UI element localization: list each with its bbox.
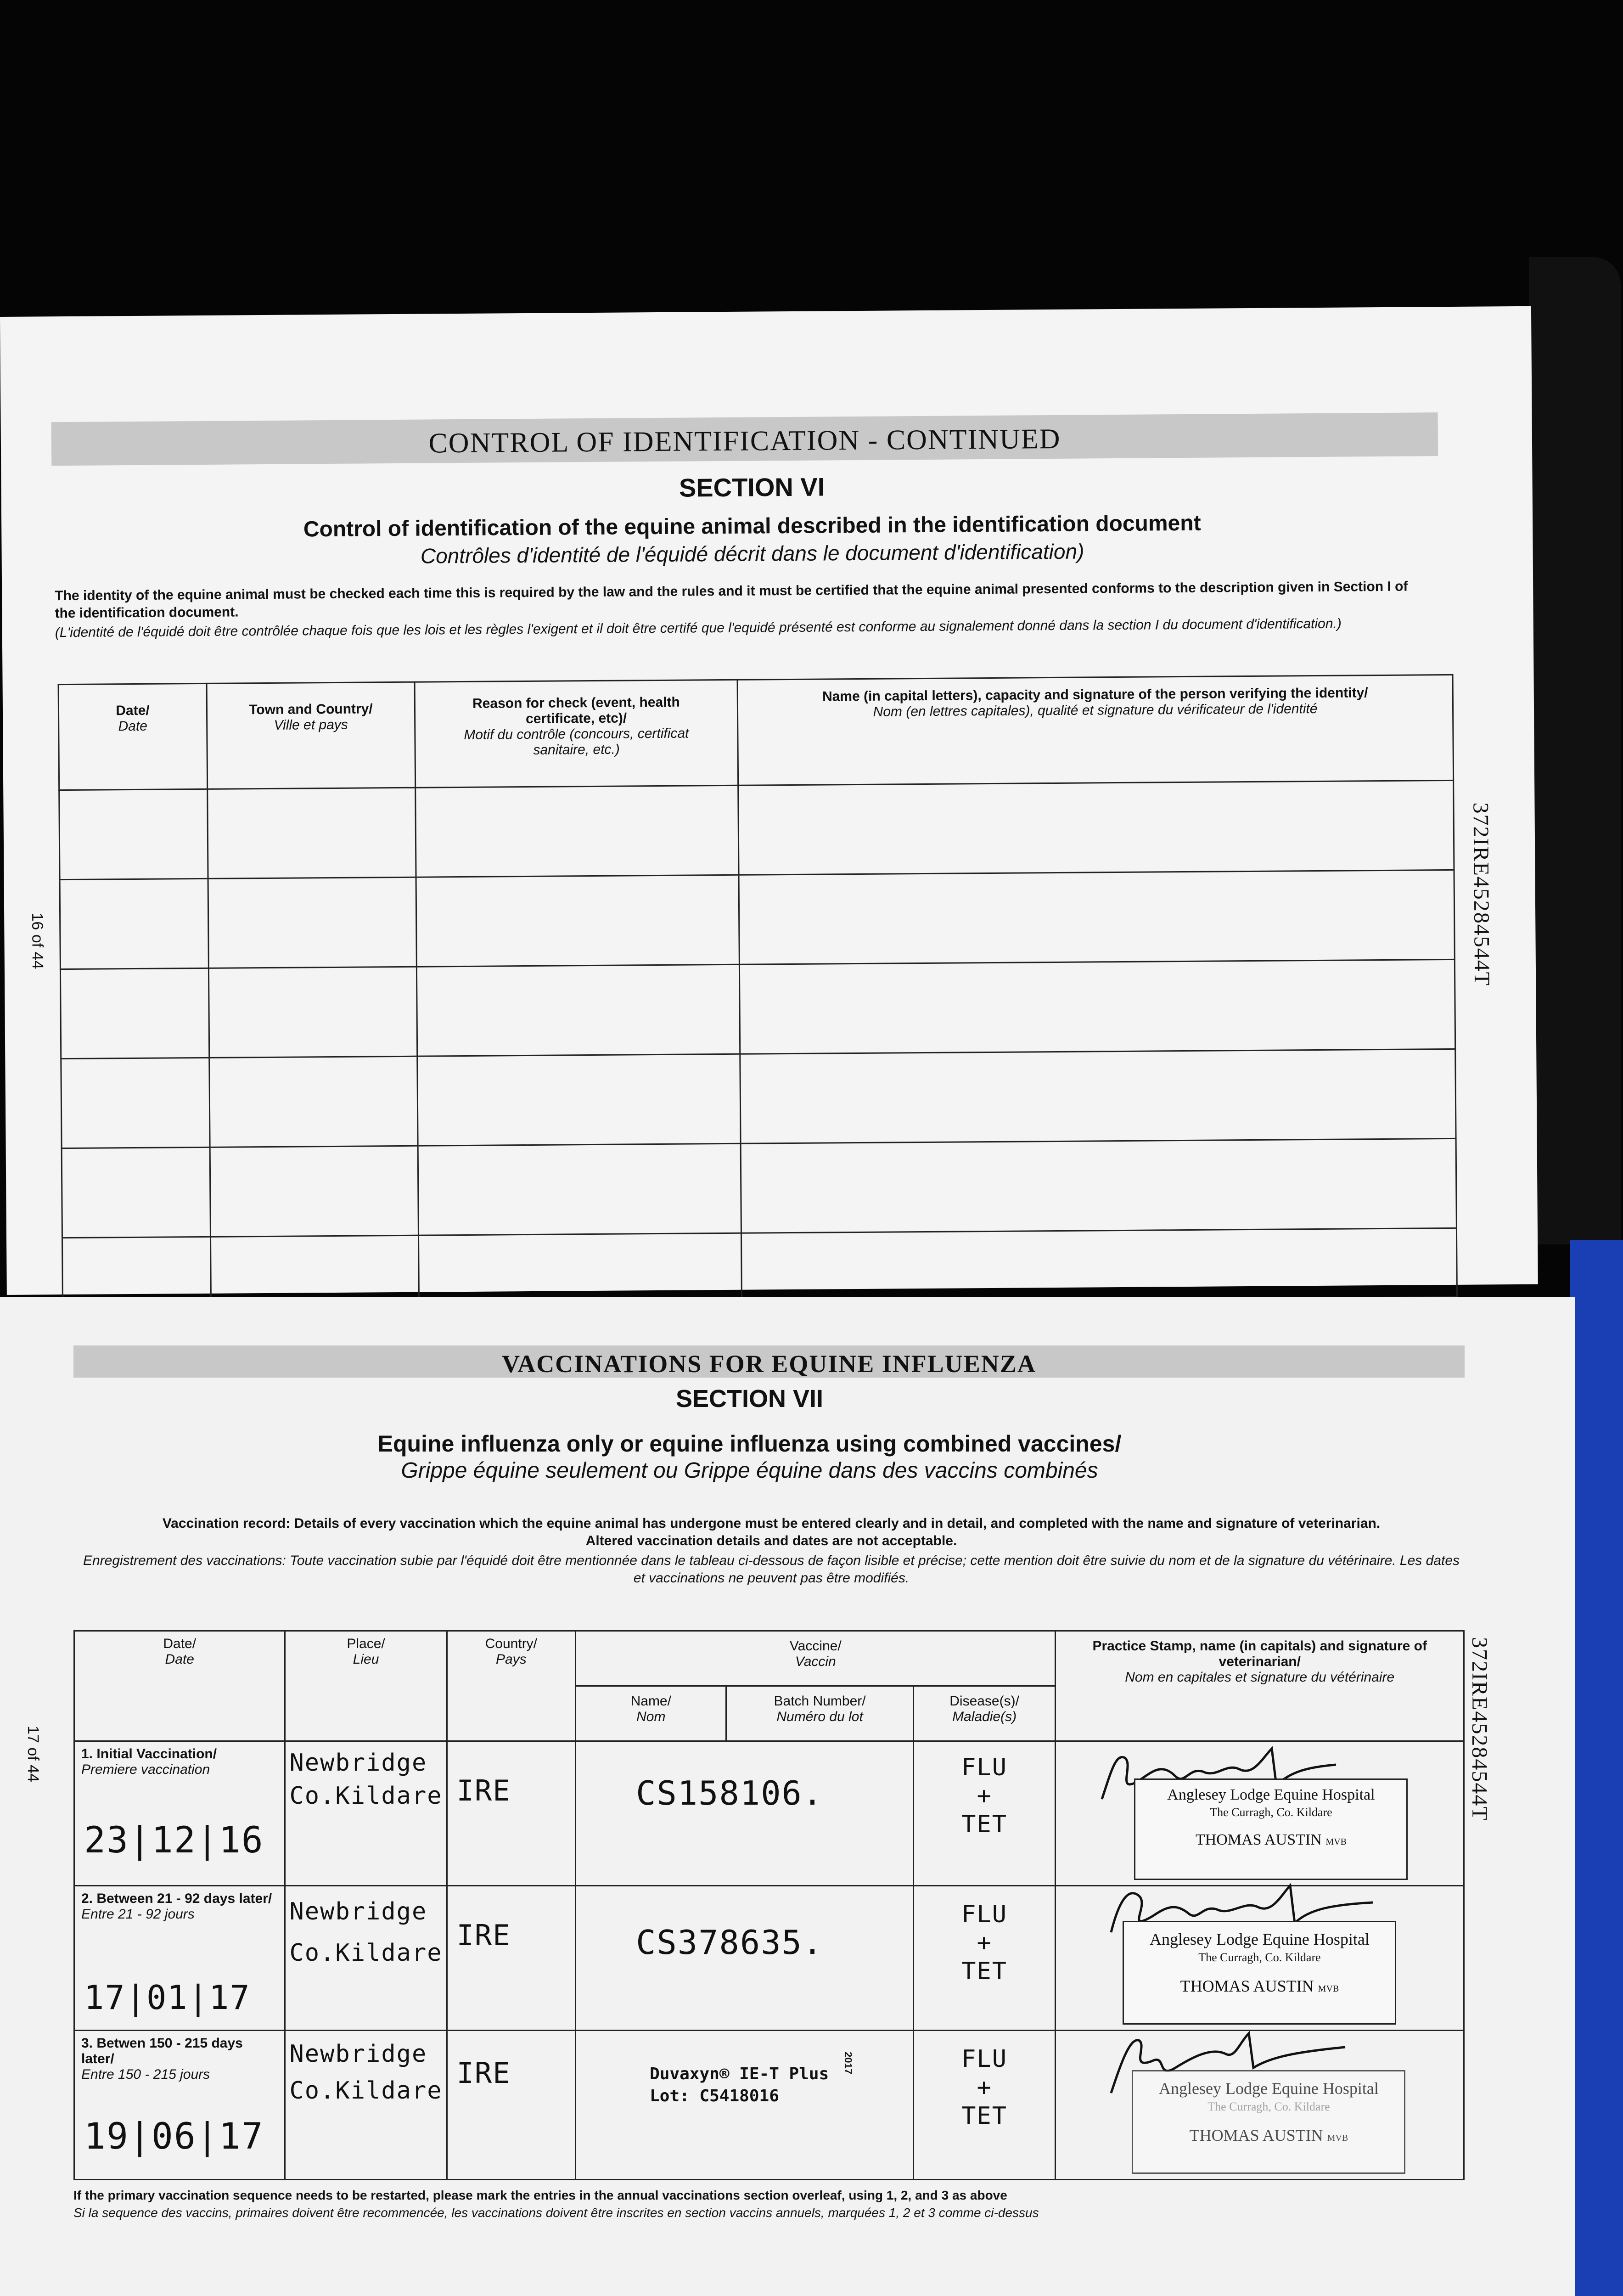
verifier-cell[interactable] [741,1138,1456,1233]
stamp-vet-name: THOMAS AUSTIN [1189,2126,1323,2144]
disease-cell[interactable] [913,1886,1056,2031]
date-cell[interactable] [62,1147,210,1238]
identification-check-table [58,674,1458,1307]
instruction-text-fr: Enregistrement des vaccinations: Toute vaccination subie par l'équidé doit être mentionnée dans le tableau ci-dessous de façon lisible et précise; cette mention doit être suivie du nom et de la signature du vétérinaire. Les dates et vaccinations ne peuvent pas être modifiés. [83,1553,1460,1586]
reason-cell[interactable] [418,1233,741,1304]
row-label-fr: Entre 21 - 92 jours [81,1907,195,1922]
instruction-text-2: Altered vaccination details and dates are not acceptable. [585,1533,957,1548]
table-row [74,2031,1464,2180]
section-banner: VACCINATIONS FOR EQUINE INFLUENZA [73,1345,1465,1378]
reason-cell[interactable] [418,1143,741,1235]
col-disease-header: Disease(s)/ Maladie(s) [913,1686,1056,1741]
section-title: SECTION VI [679,472,825,502]
stamp-vet-title: MVB [1327,2133,1348,2143]
place-town: Newbridge [289,1749,427,1777]
verifier-cell[interactable] [741,1228,1457,1302]
section-banner: CONTROL OF IDENTIFICATION - CONTINUED [51,412,1438,466]
vaccine-lot-number: Lot: C5418016 [650,2087,779,2105]
place-cell[interactable] [285,1886,447,2031]
vaccine-batch: CS378635. [636,1923,824,1962]
row-label-fr: Premiere vaccination [81,1762,210,1777]
place-cell[interactable] [285,1741,447,1886]
country-cell[interactable] [447,2031,576,2180]
footer-note-fr: Si la sequence des vaccins, primaires doivent être recommencée, les vaccinations doivent être inscrites en section vaccins annuels, marquées 1, 2 et 3 comme ci-dessus [73,2206,1039,2220]
col-verifier-header: Name (in capital letters), capacity and signature of the person verifying the identity/ Nom (en lettres capitales), qualité et signature du vérificateur de l'identité [737,675,1454,785]
practice-stamp [1134,1778,1408,1880]
col-town-header: Town and Country/ Ville et pays [207,682,416,789]
table-row [62,1138,1456,1238]
row-label: 3. Betwen 150 - 215 days later/ [81,2036,243,2066]
date-cell[interactable] [74,1886,285,2031]
date-cell[interactable] [60,878,208,969]
vaccination-date: 19|06|17 [84,2116,264,2157]
vaccine-label-sticker [650,2063,829,2107]
reason-cell[interactable] [416,785,739,877]
instruction-text: Vaccination record: Details of every vaccination which the equine animal has undergone must be entered clearly and in detail, and completed with the name and signature of veterinarian. [162,1516,1381,1531]
table-row [61,1049,1456,1148]
vaccine-product-name: Duvaxyn® IE-T Plus [650,2065,829,2083]
stamp-vet-name: THOMAS AUSTIN [1195,1831,1322,1848]
stamp-vet-name: THOMAS AUSTIN [1180,1977,1314,1995]
binder-edge [1529,257,1621,1244]
date-cell[interactable] [74,1741,285,1886]
place-county: Co.Kildare [289,2077,443,2105]
col-stamp-header: Practice Stamp, name (in capitals) and signature of veterinarian/ Nom en capitales et signature du vétérinaire [1056,1631,1464,1741]
col-vaccine-header: Vaccine/ Vaccin [576,1631,1056,1686]
place-town: Newbridge [289,1898,427,1925]
passport-id: 372IRE45284544T [1467,1637,1492,1821]
row-label-fr: Entre 150 - 215 jours [81,2067,210,2082]
town-cell[interactable] [210,1235,419,1306]
footer-note: If the primary vaccination sequence needs to be restarted, please mark the entries in the annual vaccinations section overleaf, using 1, 2, and 3 as above [73,2188,1007,2202]
page-number: 16 of 44 [28,912,46,969]
vaccination-table [73,1630,1465,2180]
country-cell[interactable] [447,1886,576,2031]
date-cell[interactable] [74,2031,285,2180]
vaccine-cell[interactable] [576,1886,914,2031]
date-cell[interactable] [59,789,208,879]
town-cell[interactable] [208,877,416,968]
col-name-header: Name/ Nom [576,1686,726,1741]
town-cell[interactable] [210,1146,418,1237]
stamp-vet-title: MVB [1325,1837,1347,1847]
disease-cell[interactable] [913,2031,1056,2180]
verifier-cell[interactable] [738,780,1454,875]
disease-1: FLU [961,1754,1008,1781]
row-label: 2. Between 21 - 92 days later/ [81,1891,272,1906]
col-country-header: Country/ Pays [447,1631,576,1741]
disease-2: TET [961,1958,1008,1985]
date-cell[interactable] [62,1237,211,1306]
stamp-hospital: Anglesey Lodge Equine Hospital [1150,1930,1370,1948]
instruction-text-fr: (L'identité de l'équidé doit être contrôlée chaque fois que les lois et les règles l'exigent et il doit être certifé que l'equidé présenté est conforme au signalement donné dans la section I du document d'identification.) [55,616,1342,641]
practice-stamp [1132,2070,1405,2174]
section-title: SECTION VII [675,1385,824,1412]
date-cell[interactable] [61,1058,210,1148]
disease-plus: + [977,1782,992,1810]
country-value: IRE [456,2056,511,2090]
town-cell[interactable] [209,1056,418,1147]
col-date-header: Date/ Date [58,683,208,790]
verifier-cell[interactable] [739,870,1455,964]
place-county: Co.Kildare [289,1939,443,1967]
col-place-header: Place/ Lieu [285,1631,447,1741]
place-town: Newbridge [289,2040,427,2068]
disease-1: FLU [961,2045,1008,2073]
stamp-cell[interactable] [1056,1886,1464,2031]
disease-2: TET [961,1811,1008,1838]
page-16 [0,306,1538,1295]
table-row [74,1886,1464,2031]
vaccine-cell[interactable] [576,2031,914,2180]
vaccination-date: 17|01|17 [84,1978,251,2017]
table-row [60,959,1455,1058]
reason-cell[interactable] [416,964,740,1056]
table-row [59,780,1454,879]
vaccine-cell[interactable] [576,1741,914,1886]
stamp-cell[interactable] [1056,2031,1464,2180]
place-cell[interactable] [285,2031,447,2180]
passport-id: 372IRE45284544T [1468,802,1494,987]
stamp-hospital: Anglesey Lodge Equine Hospital [1167,1786,1375,1803]
disease-plus: + [977,1929,992,1957]
section-heading-fr: Grippe équine seulement ou Grippe équine dans des vaccins combinés [401,1458,1098,1483]
vaccine-expiry: 2017 [842,2052,854,2074]
stamp-address: The Curragh, Co. Kildare [1198,1951,1321,1964]
col-date-header: Date/ Date [74,1631,285,1741]
table-row [62,1228,1457,1306]
reason-cell[interactable] [417,1054,741,1146]
place-county: Co.Kildare [289,1782,443,1810]
reason-cell[interactable] [416,875,739,967]
section-heading-fr: Contrôles d'identité de l'équidé décrit dans le document d'identification) [420,539,1084,568]
page-17 [0,1297,1575,2296]
verifier-cell[interactable] [740,1049,1456,1143]
stamp-address: The Curragh, Co. Kildare [1207,2100,1330,2113]
vaccination-date: 23|12|16 [84,1820,264,1861]
country-cell[interactable] [447,1741,576,1886]
town-cell[interactable] [208,788,416,878]
practice-stamp [1123,1921,1396,2025]
country-value: IRE [456,1919,511,1952]
disease-2: TET [961,2102,1008,2130]
stamp-address: The Curragh, Co. Kildare [1210,1806,1332,1819]
country-value: IRE [456,1774,511,1807]
section-heading: Equine influenza only or equine influenza using combined vaccines/ [377,1431,1122,1457]
disease-1: FLU [961,1901,1008,1928]
table-row [74,1741,1464,1886]
page-number: 17 of 44 [24,1726,42,1782]
col-batch-header: Batch Number/ Numéro du lot [726,1686,913,1741]
row-label: 1. Initial Vaccination/ [81,1746,217,1761]
stamp-cell[interactable] [1056,1741,1464,1886]
stamp-vet-title: MVB [1318,1984,1339,1994]
table-row [60,870,1455,969]
date-cell[interactable] [60,968,209,1058]
instruction-text: The identity of the equine animal must be checked each time this is required by the law and the rules and it must be certified that the equine animal presented conforms to the description given in Section I of the identification document. [55,579,1408,621]
col-reason-header: Reason for check (event, health certificate, etc)/ Motif du contrôle (concours, certificat sanitaire, etc.) [415,680,738,788]
vaccine-batch: CS158106. [636,1774,824,1812]
section-heading: Control of identification of the equine animal described in the identification document [303,511,1201,542]
blue-cover-edge [1570,1240,1623,2296]
disease-plus: + [977,2074,992,2101]
town-cell[interactable] [208,967,417,1058]
disease-cell[interactable] [913,1741,1056,1886]
stamp-hospital: Anglesey Lodge Equine Hospital [1159,2079,1379,2098]
verifier-cell[interactable] [739,959,1455,1054]
